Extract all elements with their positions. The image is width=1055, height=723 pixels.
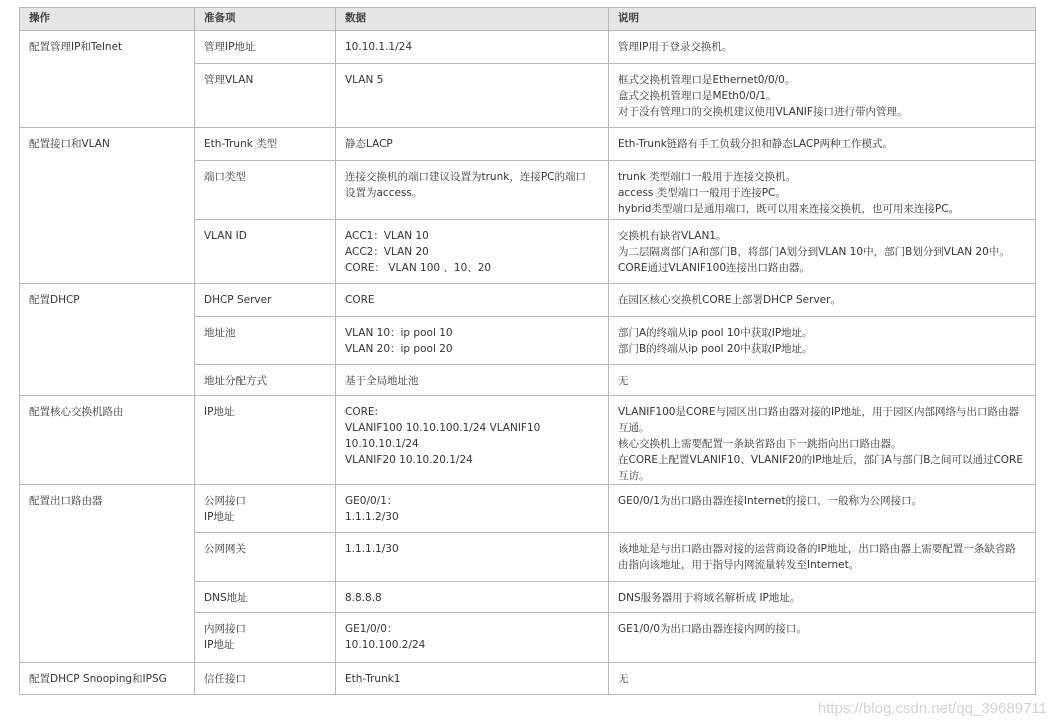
data-cell-line: CORE： VLAN 100 、10、20 <box>345 262 492 274</box>
prep-item-cell-line: DNS地址 <box>204 592 248 604</box>
prep-item-cell-line: Eth-Trunk 类型 <box>204 138 278 150</box>
prep-item-cell <box>195 220 336 284</box>
prep-item-cell-line: 地址池 <box>204 327 236 339</box>
prep-item-cell-line: IP地址 <box>204 639 235 651</box>
description-cell-line: trunk 类型端口一般用于连接交换机。 <box>618 171 797 183</box>
prep-item-cell-line: 管理IP地址 <box>204 41 256 53</box>
data-cell <box>336 161 609 220</box>
data-cell-line: 1.1.1.1/30 <box>345 543 399 555</box>
table-row <box>20 284 1036 317</box>
data-cell-line: CORE <box>345 294 375 306</box>
data-cell-line: GE1/0/0： <box>345 623 398 635</box>
description-cell <box>609 485 1036 533</box>
data-cell-line: 1.1.1.2/30 <box>345 511 399 523</box>
prep-item-cell-line: 内网接口 <box>204 623 246 635</box>
prep-item-cell <box>195 613 336 663</box>
data-cell <box>336 396 609 485</box>
header-prep-item: 准备项 <box>195 8 336 31</box>
data-cell <box>336 533 609 582</box>
description-cell <box>609 128 1036 161</box>
data-cell <box>336 31 609 64</box>
prep-item-cell-line: 公网接口 <box>204 495 246 507</box>
data-cell-line: 10.10.10.1/24 <box>345 438 419 450</box>
table-row <box>20 128 1036 161</box>
data-cell-line: VLANIF20 10.10.20.1/24 <box>345 454 473 466</box>
description-cell-line: CORE通过VLANIF100连接出口路由器。 <box>618 262 811 274</box>
data-cell <box>336 582 609 613</box>
data-cell-line: ACC1：VLAN 10 <box>345 230 429 242</box>
operation-cell: 配置出口路由器 <box>20 485 195 663</box>
prep-item-cell <box>195 396 336 485</box>
header-data: 数据 <box>336 8 609 31</box>
description-cell-line: 该地址是与出口路由器对接的运营商设备的IP地址，出口路由器上需要配置一条缺省路 <box>618 543 1016 555</box>
data-cell-line: 10.10.100.2/24 <box>345 639 426 651</box>
description-cell-line: 对于没有管理口的交换机建议使用VLANIF接口进行带内管理。 <box>618 106 908 118</box>
data-cell <box>336 317 609 365</box>
description-cell-line: 核心交换机上需要配置一条缺省路由下一跳指向出口路由器。 <box>618 438 902 450</box>
data-cell <box>336 485 609 533</box>
data-cell <box>336 64 609 128</box>
data-cell-line: 10.10.1.1/24 <box>345 41 412 53</box>
description-cell-line: Eth-Trunk链路有手工负载分担和静态LACP两种工作模式。 <box>618 138 894 150</box>
description-cell <box>609 284 1036 317</box>
description-cell-line: 由指向该地址，用于指导内网流量转发至Internet。 <box>618 559 860 571</box>
data-table <box>19 7 1036 695</box>
description-cell-line: 无 <box>618 673 629 685</box>
prep-item-cell <box>195 485 336 533</box>
prep-item-cell <box>195 128 336 161</box>
data-cell-line: 设置为access。 <box>345 187 423 199</box>
data-cell-line: VLAN 5 <box>345 74 384 86</box>
description-cell-line: 互通。 <box>618 422 650 434</box>
table-body <box>20 31 1036 695</box>
description-cell-line: 在CORE上配置VLANIF10、VLANIF20的IP地址后，部门A与部门B之间可以通过CORE <box>618 454 1023 466</box>
description-cell-line: 交换机有缺省VLAN1。 <box>618 230 727 242</box>
table-header-row <box>20 8 1036 31</box>
data-cell-line: ACC2：VLAN 20 <box>345 246 429 258</box>
data-cell-line: 静态LACP <box>345 138 393 150</box>
prep-item-cell-line: 地址分配方式 <box>204 375 267 387</box>
description-cell-line: 部门A的终端从ip pool 10中获取IP地址。 <box>618 327 813 339</box>
description-cell <box>609 317 1036 365</box>
watermark: https://blog.csdn.net/qq_39689711 <box>817 700 1047 717</box>
prep-item-cell <box>195 284 336 317</box>
description-cell <box>609 161 1036 220</box>
data-cell <box>336 284 609 317</box>
data-cell-line: VLAN 20：ip pool 20 <box>345 343 453 355</box>
description-cell-line: 部门B的终端从ip pool 20中获取IP地址。 <box>618 343 813 355</box>
description-cell-line: hybrid类型端口是通用端口，既可以用来连接交换机，也可用来连接PC。 <box>618 203 960 215</box>
data-cell-line: VLANIF100 10.10.100.1/24 VLANIF10 <box>345 422 541 434</box>
table-row <box>20 31 1036 64</box>
prep-item-cell <box>195 64 336 128</box>
description-cell-line: 互访。 <box>618 470 650 482</box>
data-cell-line: Eth-Trunk1 <box>345 673 401 685</box>
prep-item-cell-line: 信任接口 <box>204 673 246 685</box>
description-cell-line: GE1/0/0为出口路由器连接内网的接口。 <box>618 623 807 635</box>
data-cell <box>336 663 609 695</box>
data-cell <box>336 365 609 396</box>
prep-item-cell-line: VLAN ID <box>204 230 247 242</box>
data-cell-line: CORE: <box>345 406 379 418</box>
operation-cell: 配置接口和VLAN <box>20 128 195 284</box>
description-cell <box>609 396 1036 485</box>
description-cell <box>609 365 1036 396</box>
data-cell-line: VLAN 10：ip pool 10 <box>345 327 453 339</box>
data-cell-line: GE0/0/1： <box>345 495 398 507</box>
description-cell-line: 为二层隔离部门A和部门B，将部门A划分到VLAN 10中，部门B划分到VLAN 20中。 <box>618 246 1010 258</box>
table-row <box>20 396 1036 485</box>
data-cell <box>336 613 609 663</box>
operation-cell: 配置DHCP <box>20 284 195 396</box>
description-cell-line: 框式交换机管理口是Ethernet0/0/0。 <box>618 74 796 86</box>
operation-cell: 配置DHCP Snooping和IPSG <box>20 663 195 695</box>
prep-item-cell-line: IP地址 <box>204 406 235 418</box>
prep-item-cell-line: DHCP Server <box>204 294 272 306</box>
prep-item-cell-line: 端口类型 <box>204 171 246 183</box>
description-cell-line: GE0/0/1为出口路由器连接Internet的接口，一般称为公网接口。 <box>618 495 923 507</box>
prep-item-cell <box>195 317 336 365</box>
prep-item-cell <box>195 582 336 613</box>
prep-item-cell <box>195 365 336 396</box>
prep-item-cell-line: 管理VLAN <box>204 74 254 86</box>
prep-item-cell <box>195 533 336 582</box>
description-cell-line: VLANIF100是CORE与园区出口路由器对接的IP地址，用于园区内部网络与出口路由器 <box>618 406 1019 418</box>
data-cell <box>336 220 609 284</box>
description-cell <box>609 613 1036 663</box>
description-cell <box>609 582 1036 613</box>
header-description: 说明 <box>609 8 1036 31</box>
table-row <box>20 485 1036 533</box>
data-cell-line: 基于全局地址池 <box>345 375 419 387</box>
description-cell <box>609 220 1036 284</box>
operation-cell: 配置管理IP和Telnet <box>20 31 195 128</box>
description-cell-line: 在园区核心交换机CORE上部署DHCP Server。 <box>618 294 841 306</box>
data-cell-line: 8.8.8.8 <box>345 592 382 604</box>
table-row <box>20 663 1036 695</box>
description-cell <box>609 64 1036 128</box>
description-cell-line: access 类型端口一般用于连接PC。 <box>618 187 786 199</box>
description-cell-line: 管理IP用于登录交换机。 <box>618 41 733 53</box>
header-operation: 操作 <box>20 8 195 31</box>
description-cell-line: DNS服务器用于将域名解析成 IP地址。 <box>618 592 801 604</box>
description-cell <box>609 663 1036 695</box>
prep-item-cell <box>195 161 336 220</box>
description-cell <box>609 533 1036 582</box>
prep-item-cell-line: IP地址 <box>204 511 235 523</box>
prep-item-cell <box>195 31 336 64</box>
description-cell-line: 盒式交换机管理口是MEth0/0/1。 <box>618 90 777 102</box>
description-cell <box>609 31 1036 64</box>
description-cell-line: 无 <box>618 375 629 387</box>
data-cell-line: 连接交换机的端口建议设置为trunk，连接PC的端口 <box>345 171 586 183</box>
prep-item-cell-line: 公网网关 <box>204 543 246 555</box>
prep-item-cell <box>195 663 336 695</box>
operation-cell: 配置核心交换机路由 <box>20 396 195 485</box>
data-cell <box>336 128 609 161</box>
